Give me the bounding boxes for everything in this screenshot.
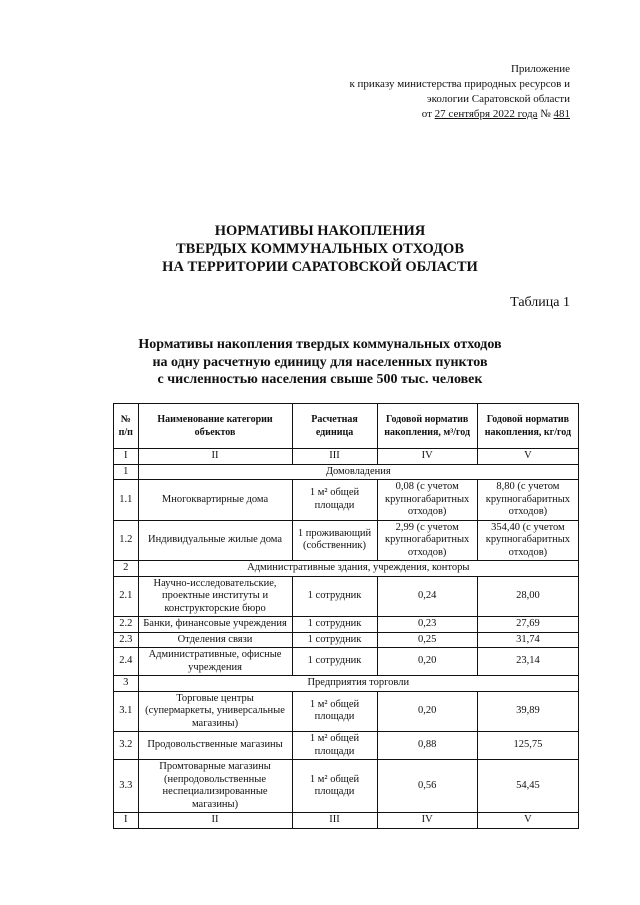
row-unit: 1 м² общей площади [292, 691, 377, 732]
row-volume: 0,23 [377, 617, 477, 633]
row-name: Банки, финансовые учреждения [138, 617, 292, 633]
row-name: Торговые центры (супермаркеты, универсальные магазины) [138, 691, 292, 732]
table-title-line-3: с численностью населения свыше 500 тыс. человек [157, 372, 483, 387]
roman-cell: V [477, 813, 578, 829]
row-mass: 27,69 [477, 617, 578, 633]
header-name: Наименование категории объектов [138, 404, 292, 449]
roman-cell: I [114, 449, 139, 465]
row-mass: 54,45 [477, 760, 578, 813]
row-name: Промтоварные магазины (непродовольственные неспециализированные магазины) [138, 760, 292, 813]
table-row [114, 691, 579, 732]
row-mass: 39,89 [477, 691, 578, 732]
document-title [0, 222, 640, 276]
row-unit: 1 м² общей площади [292, 760, 377, 813]
appendix-date-line [349, 107, 570, 122]
table-row [114, 617, 579, 633]
row-num: 2.4 [114, 648, 139, 676]
section-num: 3 [114, 676, 139, 692]
title-line-3: НА ТЕРРИТОРИИ САРАТОВСКОЙ ОБЛАСТИ [162, 259, 478, 275]
appendix-line-1: Приложение [510, 63, 570, 75]
date-prefix: от [421, 108, 432, 120]
table-row [114, 520, 579, 561]
roman-row [114, 449, 579, 465]
roman-cell: III [292, 813, 377, 829]
row-volume: 0,24 [377, 576, 477, 617]
row-mass: 8,80 (с учетом крупногабаритных отходов) [477, 480, 578, 521]
table-title-line-2: на одну расчетную единицу для населенных пунктов [152, 354, 488, 370]
row-unit: 1 сотрудник [292, 632, 377, 648]
order-number: 481 [553, 108, 570, 120]
row-name: Административные, офисные учреждения [138, 648, 292, 676]
table-row [114, 732, 579, 760]
row-mass: 28,00 [477, 576, 578, 617]
table-row [114, 648, 579, 676]
row-num: 2.3 [114, 632, 139, 648]
header-num: № п/п [114, 404, 139, 449]
header-unit: Расчетная единица [292, 404, 377, 449]
roman-cell: V [477, 449, 578, 465]
row-unit: 1 проживающий (собственник) [292, 520, 377, 561]
table-label: Таблица 1 [510, 295, 570, 310]
table-title-line-1: Нормативы накопления твердых коммунальных отходов [138, 337, 502, 352]
row-name: Отделения связи [138, 632, 292, 648]
row-volume: 0,08 (с учетом крупногабаритных отходов) [377, 480, 477, 521]
appendix-block [349, 62, 570, 122]
section-row [114, 464, 579, 480]
row-volume: 0,20 [377, 648, 477, 676]
section-title: Домовладения [138, 464, 578, 480]
row-mass: 125,75 [477, 732, 578, 760]
row-name: Индивидуальные жилые дома [138, 520, 292, 561]
title-line-2: ТВЕРДЫХ КОММУНАЛЬНЫХ ОТХОДОВ [176, 241, 464, 257]
row-volume: 2,99 (с учетом крупногабаритных отходов) [377, 520, 477, 561]
section-num: 1 [114, 464, 139, 480]
row-num: 2.2 [114, 617, 139, 633]
roman-cell: III [292, 449, 377, 465]
table-row [114, 632, 579, 648]
order-date: 27 сентября 2022 года [434, 108, 538, 120]
roman-cell: IV [377, 449, 477, 465]
roman-cell: I [114, 813, 139, 829]
section-row [114, 561, 579, 577]
row-volume: 0,25 [377, 632, 477, 648]
row-num: 2.1 [114, 576, 139, 617]
section-num: 2 [114, 561, 139, 577]
title-line-1: НОРМАТИВЫ НАКОПЛЕНИЯ [214, 223, 426, 239]
header-mass: Годовой норматив накопления, кг/год [477, 404, 578, 449]
row-num: 1.2 [114, 520, 139, 561]
roman-cell: II [138, 813, 292, 829]
row-volume: 0,88 [377, 732, 477, 760]
table-row [114, 480, 579, 521]
row-mass: 23,14 [477, 648, 578, 676]
table-row [114, 576, 579, 617]
section-row [114, 676, 579, 692]
table-row [114, 760, 579, 813]
row-name: Научно-исследовательские, проектные институты и конструкторские бюро [138, 576, 292, 617]
row-unit: 1 сотрудник [292, 617, 377, 633]
number-prefix: № [540, 108, 551, 120]
row-num: 3.2 [114, 732, 139, 760]
row-unit: 1 м² общей площади [292, 732, 377, 760]
roman-cell: II [138, 449, 292, 465]
row-num: 1.1 [114, 480, 139, 521]
roman-cell: IV [377, 813, 477, 829]
row-unit: 1 м² общей площади [292, 480, 377, 521]
row-num: 3.1 [114, 691, 139, 732]
appendix-line-3: экологии Саратовской области [426, 93, 570, 105]
section-title: Предприятия торговли [138, 676, 578, 692]
row-name: Продовольственные магазины [138, 732, 292, 760]
section-title: Административные здания, учреждения, конторы [138, 561, 578, 577]
row-num: 3.3 [114, 760, 139, 813]
appendix-line-2: к приказу министерства природных ресурсов и [349, 78, 570, 90]
row-name: Многоквартирные дома [138, 480, 292, 521]
norms-table [113, 403, 579, 829]
row-unit: 1 сотрудник [292, 576, 377, 617]
roman-row-footer [114, 813, 579, 829]
row-volume: 0,56 [377, 760, 477, 813]
row-mass: 354,40 (с учетом крупногабаритных отходов) [477, 520, 578, 561]
header-volume: Годовой норматив накопления, м³/год [377, 404, 477, 449]
row-unit: 1 сотрудник [292, 648, 377, 676]
table-title [0, 336, 640, 389]
row-mass: 31,74 [477, 632, 578, 648]
row-volume: 0,20 [377, 691, 477, 732]
header-row [114, 404, 579, 449]
